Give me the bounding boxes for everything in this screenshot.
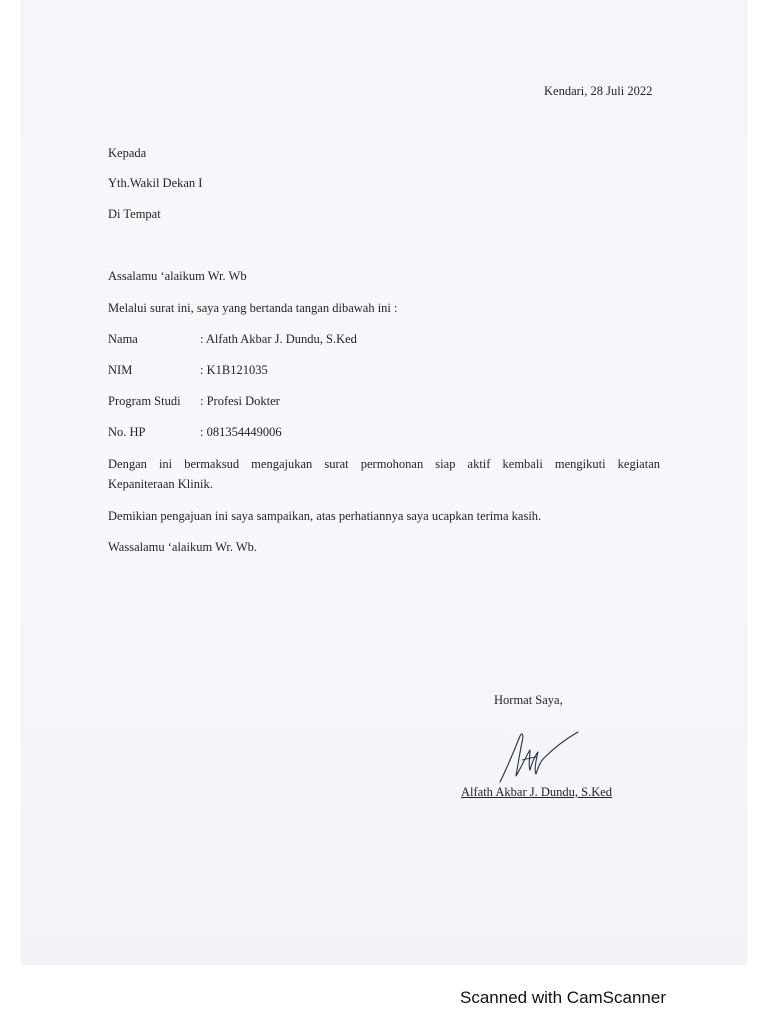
field-label-nim: NIM bbox=[108, 363, 133, 377]
intro-text: Melalui surat ini, saya yang bertanda tangan dibawah ini : bbox=[108, 301, 398, 315]
recipient-line-1: Kepada bbox=[108, 146, 147, 160]
handwritten-signature bbox=[492, 726, 582, 786]
sign-off: Hormat Saya, bbox=[494, 693, 563, 707]
field-label-program-studi: Program Studi bbox=[108, 394, 181, 408]
body-paragraph-1-line-1: Dengan ini bermaksud mengajukan surat permohonan siap aktif kembali mengikuti kegiatan bbox=[108, 457, 660, 471]
field-value-nim: : K1B121035 bbox=[200, 363, 268, 377]
greeting: Assalamu ‘alaikum Wr. Wb bbox=[108, 269, 247, 283]
recipient-line-2: Yth.Wakil Dekan I bbox=[108, 176, 203, 190]
recipient-line-3: Di Tempat bbox=[108, 207, 161, 221]
field-label-no-hp: No. HP bbox=[108, 425, 146, 439]
body-paragraph-1-line-2: Kepaniteraan Klinik. bbox=[108, 477, 213, 491]
body-paragraph-2: Demikian pengajuan ini saya sampaikan, atas perhatiannya saya ucapkan terima kasih. bbox=[108, 509, 542, 523]
letter-page bbox=[22, 0, 746, 964]
field-value-no-hp: : 081354449006 bbox=[200, 425, 282, 439]
closing-greeting: Wassalamu ‘alaikum Wr. Wb. bbox=[108, 540, 258, 554]
field-label-nama: Nama bbox=[108, 332, 138, 346]
camscanner-watermark: Scanned with CamScanner bbox=[460, 988, 667, 1007]
body-paragraph-1 bbox=[108, 454, 660, 494]
letter-date: Kendari, 28 Juli 2022 bbox=[544, 84, 653, 98]
field-value-program-studi: : Profesi Dokter bbox=[200, 394, 280, 408]
signer-name: Alfath Akbar J. Dundu, S.Ked bbox=[461, 785, 613, 799]
field-value-nama: : Alfath Akbar J. Dundu, S.Ked bbox=[200, 332, 357, 346]
